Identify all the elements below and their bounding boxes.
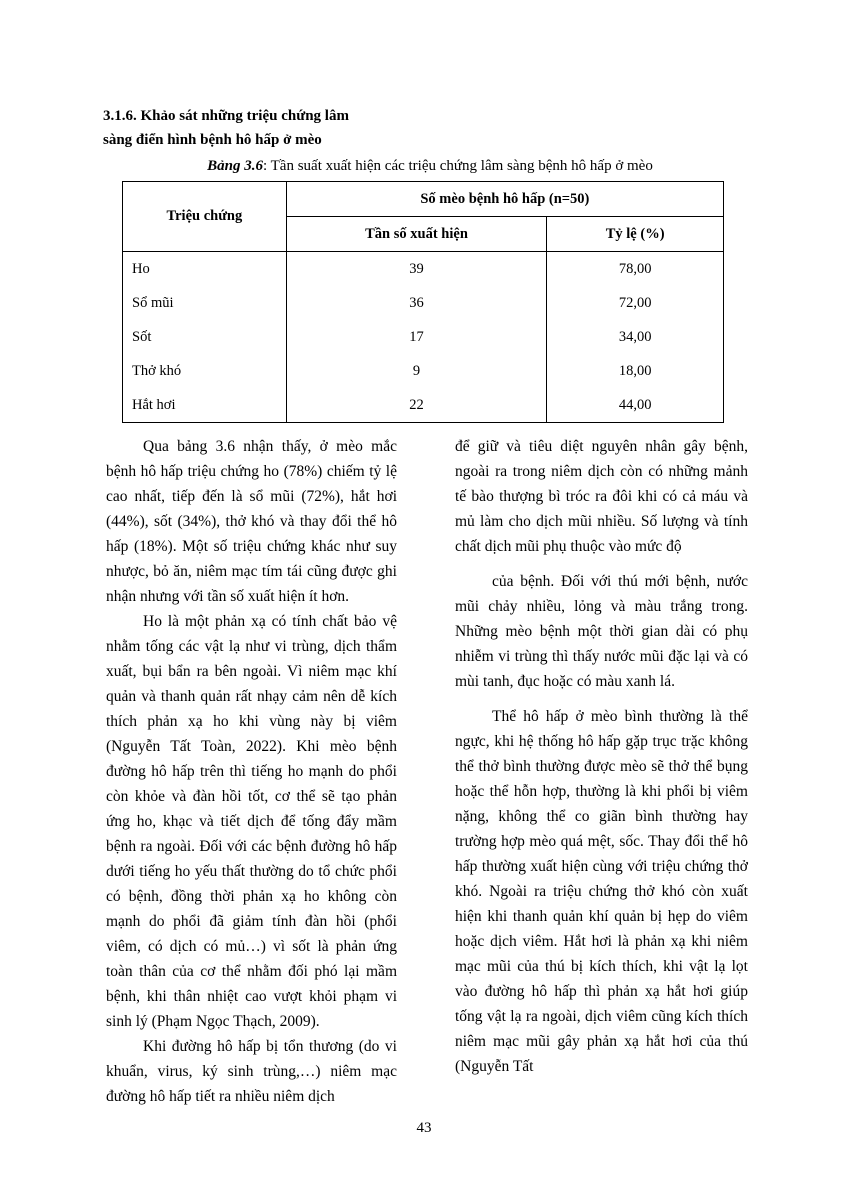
table-row: [123, 388, 724, 423]
symptom-rate: 44,00: [547, 388, 724, 423]
symptom-rate: 34,00: [547, 320, 724, 354]
table-caption-text: : Tần suất xuất hiện các triệu chứng lâm sàng bệnh hô hấp ở mèo: [263, 158, 653, 174]
table-row: [123, 252, 724, 287]
paragraph: Qua bảng 3.6 nhận thấy, ở mèo mắc bệnh hô hấp triệu chứng ho (78%) chiếm tỷ lệ cao nhất, tiếp đến là sổ mũi (72%), hắt hơi (44%), sốt (34%), thở khó và thay đổi thể hô hấp (18%). Một số triệu chứng khác như suy nhược, bỏ ăn, niêm mạc tím tái cũng được ghi nhận nhưng với tần số xuất hiện ít hơn.: [106, 438, 397, 605]
header-rate: Tỷ lệ (%): [547, 217, 724, 252]
table-row: [123, 354, 724, 388]
paragraph: để giữ và tiêu diệt nguyên nhân gây bệnh, ngoài ra trong niêm dịch còn có những mảnh tế bào thượng bì tróc ra đôi khi có cả máu và mủ làm cho dịch mũi nhiều. Số lượng và tính chất dịch mũi phụ thuộc vào mức độ: [455, 438, 748, 555]
symptom-frequency: 36: [286, 286, 547, 320]
symptom-table: [122, 181, 724, 423]
paragraph: của bệnh. Đối với thú mới bệnh, nước mũi chảy nhiều, lỏng và màu trắng trong. Những mèo bệnh một thời gian dài có phụ nhiễm vi trùng thì thấy nước mũi đặc lại và có mùi tanh, đục hoặc có màu xanh lá.: [455, 573, 748, 690]
header-frequency: Tần số xuất hiện: [286, 217, 547, 252]
table-row: [123, 286, 724, 320]
header-symptom: Triệu chứng: [123, 182, 287, 252]
symptom-name: Sổ mũi: [123, 286, 287, 320]
symptom-rate: 72,00: [547, 286, 724, 320]
header-group: Số mèo bệnh hô hấp (n=50): [286, 182, 723, 217]
table-row: [123, 320, 724, 354]
right-column: [455, 434, 748, 1079]
section-heading-line2: sàng điển hình bệnh hô hấp ở mèo: [103, 132, 322, 148]
symptom-name: Hắt hơi: [123, 388, 287, 423]
symptom-rate: 78,00: [547, 252, 724, 287]
paragraph: Khi đường hô hấp bị tổn thương (do vi khuẩn, virus, ký sinh trùng,…) niêm mạc đường hô hấp tiết ra nhiều niêm dịch: [106, 1038, 397, 1105]
section-heading: [103, 104, 423, 152]
symptom-rate: 18,00: [547, 354, 724, 388]
left-column: [106, 434, 397, 1109]
table-caption-label: Bảng 3.6: [207, 158, 263, 174]
paragraph: Thể hô hấp ở mèo bình thường là thể ngực, khi hệ thống hô hấp gặp trục trặc không thể thở bình thường được mèo sẽ thở thể bụng hoặc thể hỗn hợp, thường là khi phổi bị viêm nặng, không thể co giãn bình thường hay trường hợp mèo quá mệt, sốc. Thay đổi thể hô hấp thường xuất hiện cùng với triệu chứng thở khó. Ngoài ra triệu chứng thở khó còn xuất hiện khi thanh quản khí quản bị hẹp do viêm hoặc dịch viêm. Hắt hơi là phản xạ khi niêm mạc mũi của thú bị kích thích, khi vật lạ lọt vào đường hô hấp thì phản xạ hắt hơi giúp tống vật lạ ra ngoài, dịch viêm cũng kích thích niêm mạc mũi gây phản xạ hắt hơi của thú (Nguyễn Tất: [455, 708, 748, 1075]
symptom-name: Thở khó: [123, 354, 287, 388]
symptom-name: Sốt: [123, 320, 287, 354]
symptom-frequency: 22: [286, 388, 547, 423]
section-heading-line1: 3.1.6. Khảo sát những triệu chứng lâm: [103, 108, 349, 124]
symptom-name: Ho: [123, 252, 287, 287]
symptom-frequency: 17: [286, 320, 547, 354]
table-caption: [120, 156, 740, 176]
paragraph: Ho là một phản xạ có tính chất bảo vệ nhằm tống các vật lạ như vi trùng, dịch thẩm xuất, bụi bẩn ra bên ngoài. Vì niêm mạc khí quản và thanh quản rất nhạy cảm nên dễ kích thích phản xạ ho khi vùng này bị viêm (Nguyễn Tất Toàn, 2022). Khi mèo bệnh đường hô hấp trên thì tiếng ho mạnh do phổi còn khỏe và đàn hồi tốt, cơ thể sẽ tạo phản ứng ho, khạc và tiết dịch để tống đẩy mầm bệnh ra ngoài. Đối với các bệnh đường hô hấp dưới tiếng ho yếu thất thường do tổ chức phổi có bệnh, đồng thời phản xạ ho không còn mạnh do phổi đã giảm tính đàn hồi (phổi viêm, có dịch có mủ…) vì sốt là phản ứng toàn thân của cơ thể nhằm đối phó lại mầm bệnh, khi thân nhiệt cao vượt khỏi phạm vi sinh lý (Phạm Ngọc Thạch, 2009).: [106, 613, 397, 1030]
page-number: 43: [416, 1120, 432, 1136]
symptom-frequency: 9: [286, 354, 547, 388]
symptom-frequency: 39: [286, 252, 547, 287]
